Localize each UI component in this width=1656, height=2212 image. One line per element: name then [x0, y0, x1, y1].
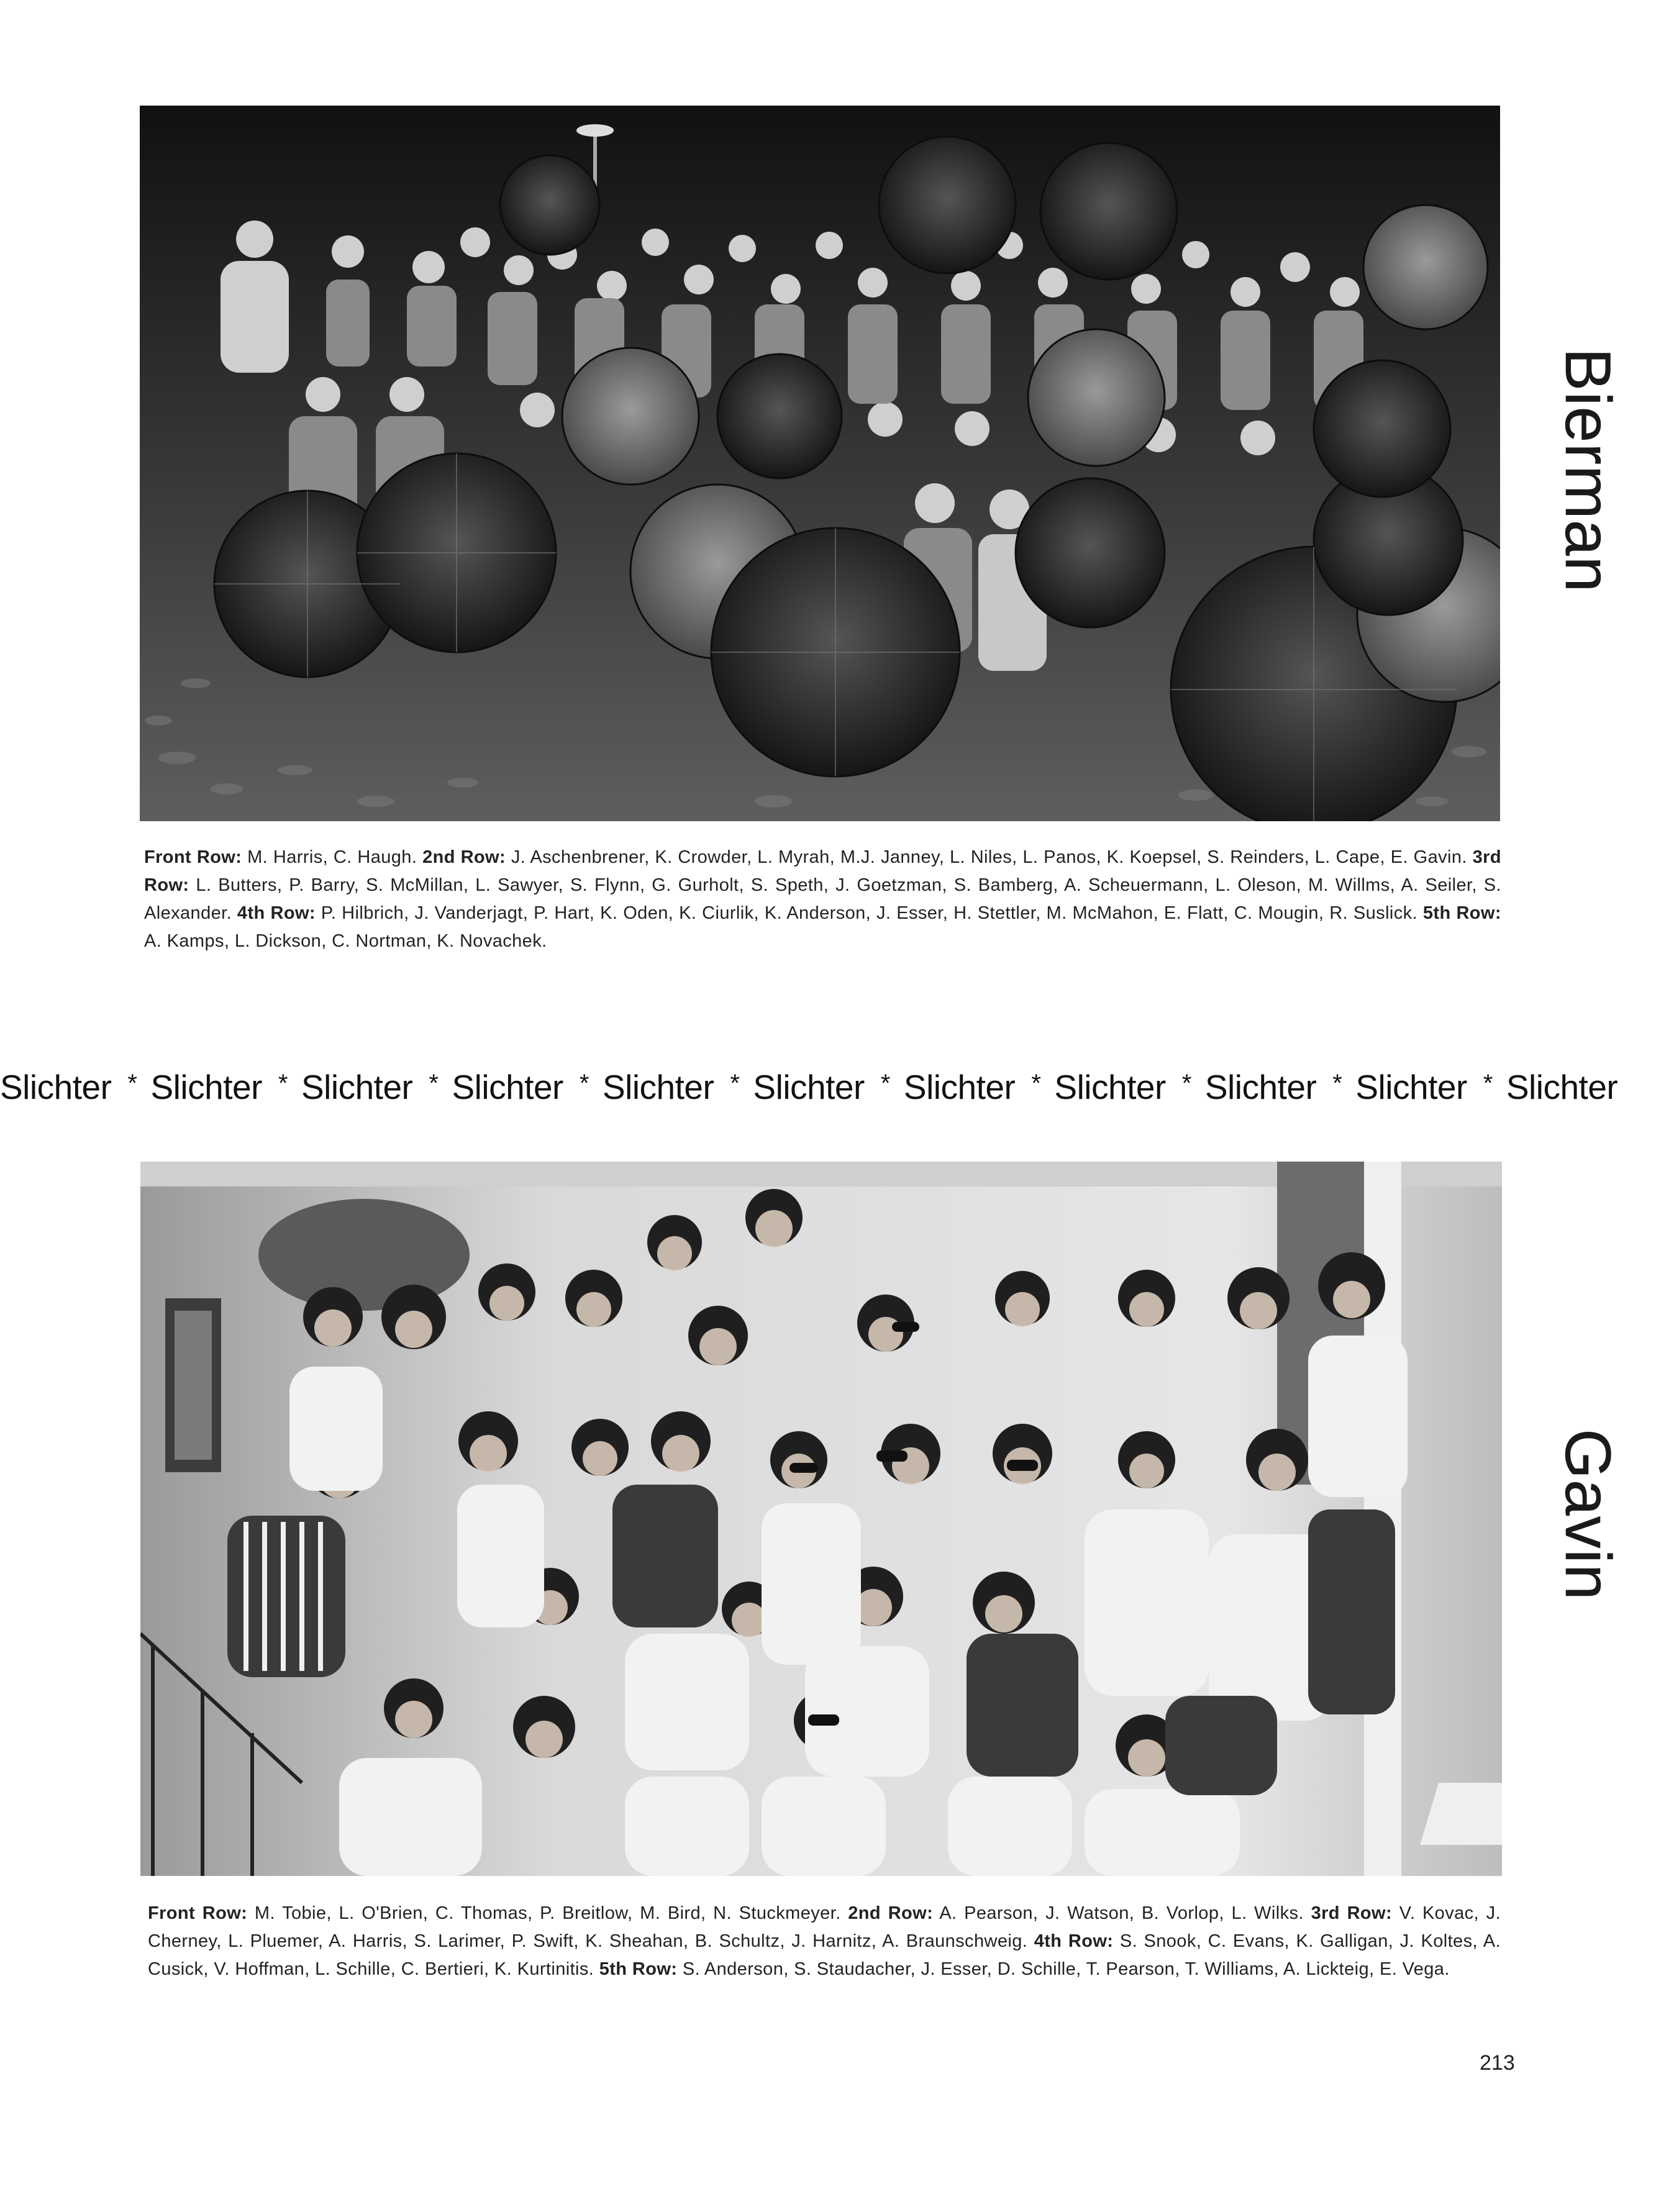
banner-word: Slichter	[1054, 1068, 1166, 1106]
bierman-group-photo	[140, 106, 1500, 821]
banner-separator: *	[278, 1069, 288, 1097]
banner-separator: *	[730, 1069, 740, 1097]
banner-separator: *	[1181, 1069, 1191, 1097]
gavin-group-photo	[140, 1162, 1502, 1876]
banner-word: Slichter	[903, 1068, 1016, 1106]
banner-word: Slichter	[753, 1068, 865, 1106]
banner-word: Slichter	[1355, 1068, 1467, 1106]
caption-row-names: S. Snook, C. Evans, K. Galligan, J. Koltes, A. Cusick, V. Hoffman, L. Schille, C. Bertieri, K. Kurtinitis.	[148, 1931, 1501, 1979]
gavin-side-label: Gavin	[1552, 1429, 1624, 1601]
banner-separator: *	[1332, 1069, 1342, 1097]
banner-separator: *	[1483, 1069, 1493, 1097]
banner-word: Slichter	[301, 1068, 413, 1106]
bierman-caption	[144, 844, 1501, 955]
banner-separator: *	[1031, 1069, 1041, 1097]
caption-row-names: V. Kovac, J. Cherney, L. Pluemer, A. Harris, S. Larimer, P. Swift, K. Sheahan, B. Schultz, J. Harnitz, A. Braunschweig.	[148, 1903, 1501, 1951]
caption-row-names: M. Harris, C. Haugh.	[247, 847, 417, 867]
slichter-banner	[0, 1062, 1656, 1112]
caption-row-label: 5th Row:	[599, 1959, 678, 1979]
caption-row-names: A. Pearson, J. Watson, B. Vorlop, L. Wilks.	[939, 1903, 1304, 1923]
banner-word: Slichter	[1506, 1068, 1618, 1106]
banner-word: Slichter	[150, 1068, 262, 1106]
caption-row-names: A. Kamps, L. Dickson, C. Nortman, K. Novachek.	[144, 931, 547, 951]
caption-row-names: L. Butters, P. Barry, S. McMillan, L. Sawyer, S. Flynn, G. Gurholt, S. Speth, J. Goetzman, S. Bamberg, A. Scheuermann, L. Oleson, M. Willms, A. Seiler, S. Alexander.	[144, 875, 1501, 923]
caption-row-label: 4th Row:	[1034, 1931, 1114, 1951]
caption-row-label: Front Row:	[144, 847, 242, 867]
caption-row-label: 2nd Row:	[422, 847, 506, 867]
caption-row-label: 2nd Row:	[848, 1903, 934, 1923]
bierman-side-label: Bierman	[1552, 348, 1624, 593]
banner-word: Slichter	[452, 1068, 563, 1106]
caption-row-names: S. Anderson, S. Staudacher, J. Esser, D. Schille, T. Pearson, T. Williams, A. Lickteig, E. Vega.	[682, 1959, 1450, 1979]
caption-row-names: P. Hilbrich, J. Vanderjagt, P. Hart, K. Oden, K. Ciurlik, K. Anderson, J. Esser, H. Stettler, M. McMahon, E. Flatt, C. Mougin, R. Suslick.	[321, 903, 1418, 923]
caption-row-label: Front Row:	[148, 1903, 248, 1923]
page-number: 213	[1480, 2051, 1515, 2075]
gavin-caption	[148, 1900, 1501, 1983]
caption-row-label: 5th Row:	[1422, 903, 1501, 923]
banner-word: Slichter	[602, 1068, 714, 1106]
caption-row-label: 4th Row:	[237, 903, 316, 923]
banner-word: Slichter	[0, 1068, 112, 1106]
caption-row-names: M. Tobie, L. O'Brien, C. Thomas, P. Breitlow, M. Bird, N. Stuckmeyer.	[254, 1903, 841, 1923]
caption-row-label: 3rd Row:	[144, 847, 1501, 895]
banner-separator: *	[880, 1069, 890, 1097]
banner-word: Slichter	[1204, 1068, 1317, 1106]
caption-row-names: J. Aschenbrener, K. Crowder, L. Myrah, M.J. Janney, L. Niles, L. Panos, K. Koepsel, S. Reinders, L. Cape, E. Gavin.	[511, 847, 1467, 867]
banner-separator: *	[579, 1069, 589, 1097]
banner-separator: *	[429, 1069, 439, 1097]
banner-separator: *	[127, 1069, 137, 1097]
caption-row-label: 3rd Row:	[1311, 1903, 1393, 1923]
